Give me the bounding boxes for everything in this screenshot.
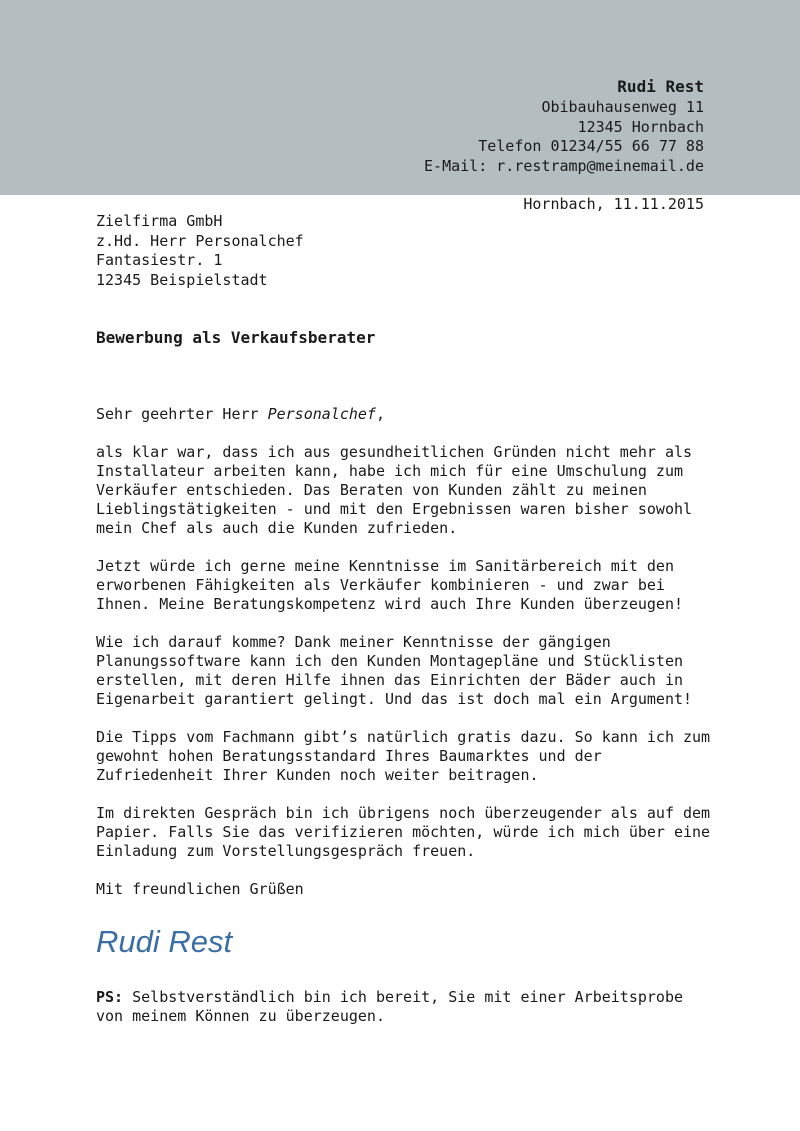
postscript-label: PS: [96,988,124,1006]
salutation [96,405,716,424]
salutation-suffix: , [375,405,385,423]
body-paragraph-1: als klar war, dass ich aus gesundheitlichen Gründen nicht mehr als Installateur arbeiten kann, habe ich mich für eine Umschulung zum Verkäufer entschieden. Das Beraten von Kunden zählt zu meinen Lieblingstätigkeiten - und mit den Ergebnissen waren bisher sowohl mein Chef als auch die Kunden zufrieden. [96,443,693,537]
closing: Mit freundlichen Grüßen [96,880,304,898]
body-paragraph-5: Im direkten Gespräch bin ich übrigens noch überzeugender als auf dem Papier. Falls Sie das verifizieren möchten, würde ich mich über eine Einladung zum Vorstellungsgespräch freuen. [96,804,711,860]
salutation-prefix: Sehr geehrter Herr [96,405,268,423]
sender-email: E-Mail: r.restramp@meinemail.de [424,156,704,175]
recipient-address [96,212,304,290]
letter-subject: Bewerbung als Verkaufsberater [96,328,376,347]
recipient-company: Zielfirma GmbH [96,212,223,230]
sender-name: Rudi Rest [617,77,704,96]
recipient-city: 12345 Beispielstadt [96,270,268,289]
salutation-name: Personalchef [267,405,376,423]
sender-city: 12345 Hornbach [577,117,704,136]
signature: Rudi Rest [96,924,233,959]
sender-phone: Telefon 01234/55 66 77 88 [478,137,704,155]
sender-address [424,76,704,176]
body-paragraph-3: Wie ich darauf komme? Dank meiner Kenntnisse der gängigen Planungssoftware kann ich den Kunden Montagepläne und Stücklisten erstellen, mit deren Hilfe ihnen das Einrichten der Bäder auch in Eigenarbeit garantiert gelingt. Und das ist doch mal ein Argument! [96,633,693,708]
recipient-attention: z.Hd. Herr Personalchef [96,231,304,250]
letter-body [96,405,716,918]
postscript [96,988,716,1026]
body-paragraph-2: Jetzt würde ich gerne meine Kenntnisse im Sanitärbereich mit den erworbenen Fähigkeiten als Verkäufer kombinieren - und zwar bei Ihnen. Meine Beratungskompetenz wird auch Ihre Kunden überzeugen! [96,557,683,613]
recipient-street: Fantasiestr. 1 [96,251,223,269]
sender-street: Obibauhausenweg 11 [541,98,704,116]
postscript-text: Selbstverständlich bin ich bereit, Sie mit einer Arbeitsprobe von meinem Können zu überzeugen. [96,988,684,1025]
letter-date: Hornbach, 11.11.2015 [523,195,704,213]
body-paragraph-4: Die Tipps vom Fachmann gibt’s natürlich gratis dazu. So kann ich zum gewohnt hohen Beratungsstandard Ihres Baumarktes und der Zufriedenheit Ihrer Kunden noch weiter beitragen. [96,728,711,784]
